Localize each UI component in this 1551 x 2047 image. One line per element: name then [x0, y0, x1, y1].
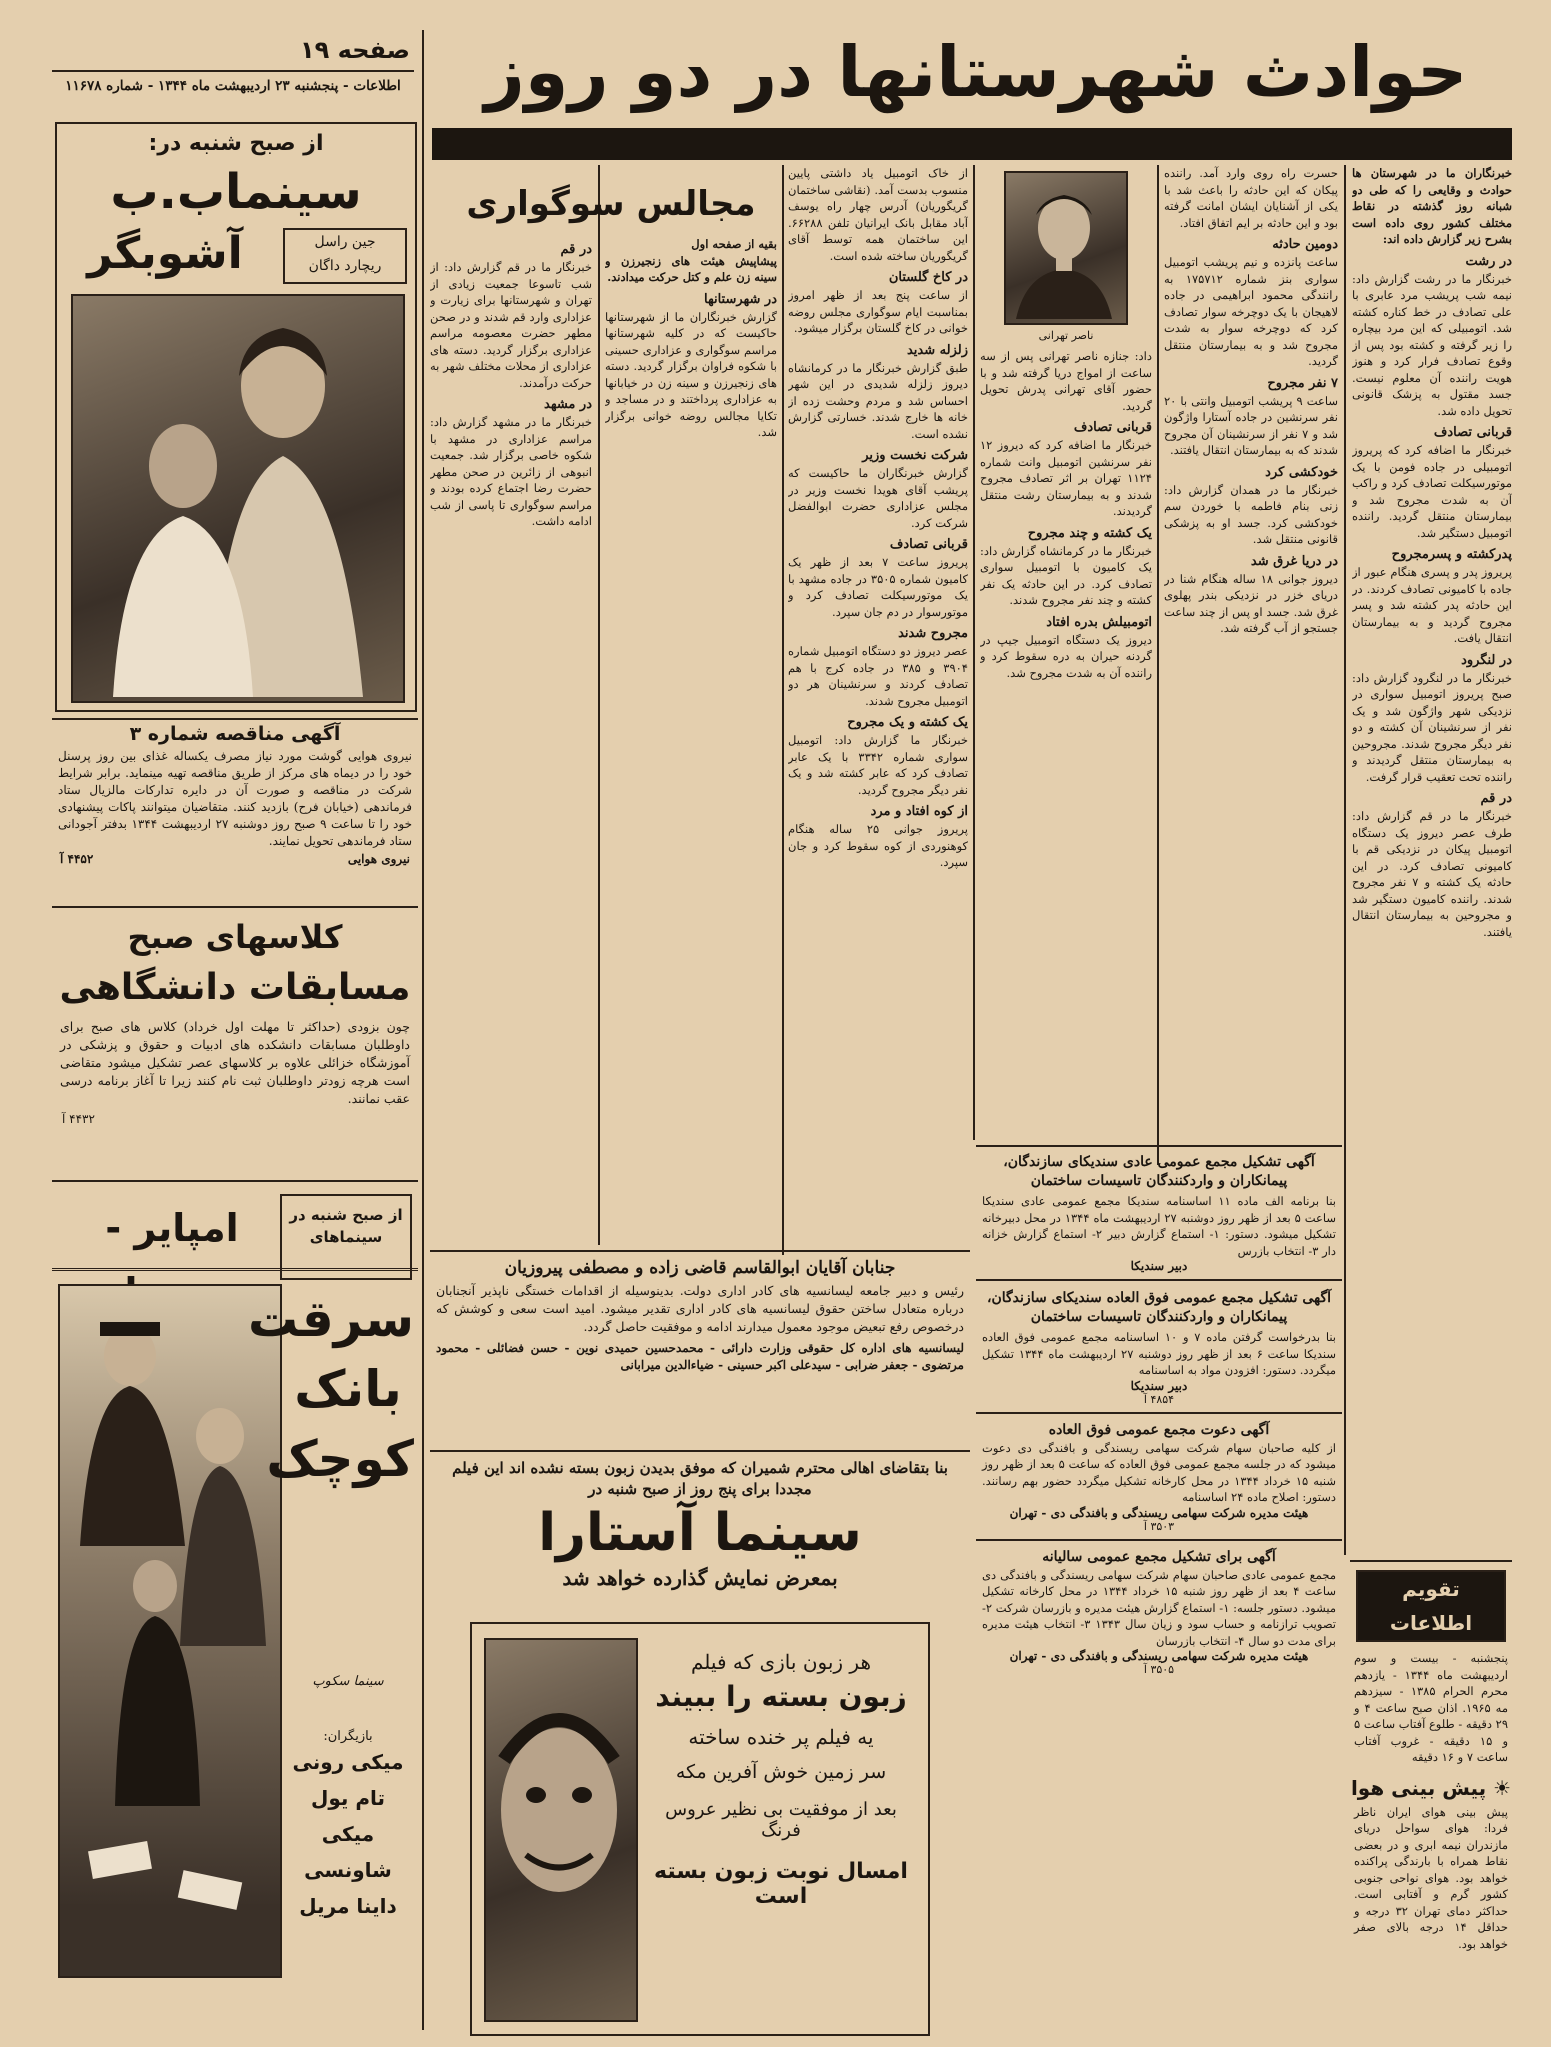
poster-line: امسال نوبت زبون بسته است — [654, 1859, 908, 1909]
issue-line: اطلاعات - پنجشنبه ۲۳ اردیبهشت ماه ۱۳۴۴ - شماره ۱۱۶۷۸ — [65, 78, 401, 94]
cast-name: تام یول — [310, 1786, 386, 1810]
section-text: ساعت پانزده و نیم پریشب اتومبیل سواری بنز شماره ۱۷۵۷۱۲ به رانندگی محمود ابراهیمی در جاده لاهیجان با یک دوچرخه سوار تصادف کرد که دوچرخه سوار به شدت مجروح شد و به بیمارستان منتقل گردید. — [1164, 255, 1338, 368]
tender-text: نیروی هوایی گوشت مورد نیاز مصرف یکساله غذای بین روز پرسنل خود را در دیماه های مرکز از طریق مناقصه تهیه مینماید. برابر شرایط شرکت در مناقصه و صورت آن در دایره تدارکات مالزیال ستاد فرماندهی (خیابان فرح) بازدید کنند. متقاضیان میتوانند پاکات پیشنهادی خود را تا ساعت ۹ صبح روز دوشنبه ۲۷ اردیبهشت ۱۳۴۴ بدفتر آجودانی ستاد فرماندهی تحویل نمایند. — [58, 749, 413, 848]
tender-sign: نیروی هوایی — [347, 852, 410, 866]
cinema-b-ad — [55, 122, 417, 712]
cast-label: بازیگران: — [323, 1729, 373, 1744]
cinema-b-top: از صبح شنبه در: — [148, 131, 324, 156]
section-text: دیروز جوانی ۱۸ ساله هنگام شنا در دریای خزر در نزدیکی بندر پهلوی غرق شد. جسد او پس از چند ساعت جستجو از آب گرفته شد. — [1164, 571, 1338, 635]
notice-text: از کلیه صاحبان سهام شرکت سهامی ریسندگی و بافندگی دی دعوت میشود که در جلسه مجمع عمومی فوق العاده که ساعت ۵ بعد از ظهر روز شنبه ۱۵ خرداد ۱۳۴۴ در محل کارخانه تشکیل میگردد حضور بهم رسانند. دستور: اصلاح ماده ۲۴ اساسنامه — [982, 1440, 1337, 1504]
scope-label: سینما سکوپ — [312, 1674, 384, 1689]
section-text: خبرنگار ما در همدان گزارش داد: زنی بنام فاطمه با خوردن سم خودکشی کرد. جسد او به پزشکی قانونی منتقل شد. — [1164, 482, 1338, 546]
film-title: آشوبگر — [87, 228, 243, 279]
column-rule — [782, 165, 784, 1255]
section-title: از کوه افتاد و مرد — [870, 804, 968, 819]
tender-title: آگهی مناقصه شماره ۳ — [129, 723, 341, 745]
notice-code: ۳۵۰۳ آ — [1143, 1519, 1175, 1533]
classes-title: کلاسهای صبح — [127, 918, 343, 956]
section-title: قربانی تصادف — [1433, 425, 1512, 440]
section-text: پریروز ساعت ۷ بعد از ظهر یک کامیون شماره ۳۵۰۵ در جاده مشهد با یک موتورسیکلت تصادف کرد و موتورسوار در دم جان سپرد. — [788, 555, 968, 619]
photo-caption: ناصر تهرانی — [1038, 329, 1094, 342]
section-text: خبرنگار ما اضافه کرد که دیروز ۱۲ نفر سرنشین اتومبیل وانت شماره ۱۱۲۴ تهران بر اثر تصادف مجروح شدند و به بیمارستان رشت منتقل گردیدند. — [980, 438, 1152, 518]
section-text: خبرنگار ما گزارش داد: اتومبیل سواری شماره ۳۳۴۲ با یک عابر تصادف کرد که عابر کشته شد و یک نفر دیگر مجروح گردید. — [788, 733, 968, 797]
empire-top-box: از صبح شنبه در سینماهای — [280, 1194, 412, 1280]
section-text: خبرنگار ما در لنگرود گزارش داد: صبح پریروز اتومبیل سواری در نزدیکی شهر واژگون شد و یک نفر از سرنشینان آن کشته و دو نفر دیگر مجروح شدند. مجروحین به بیمارستان منتقل گردیدند و راننده تحت تعقیب قرار گرفت. — [1352, 670, 1512, 784]
section-title: در قم — [1480, 791, 1512, 806]
classes-subtitle: مسابقات دانشگاهی — [59, 967, 411, 1008]
calendar-text: پنجشنبه - بیست و سوم اردیبهشت ماه ۱۳۴۴ - یازدهم محرم الحرام ۱۳۸۵ - سیزدهم مه ۱۹۶۵. اذان صبح ساعت ۴ و ۲۹ دقیقه - طلوع آفتاب ساعت ۵ و ۱۵ دقیقه - غروب آفتاب ساعت ۷ و ۱۶ دقیقه — [1354, 1651, 1508, 1764]
film-title-line: بانک — [294, 1360, 402, 1418]
notice-text: مجمع عمومی عادی صاحبان سهام شرکت سهامی ریسندگی و بافندگی دی ساعت ۴ بعد از ظهر روز شنبه ۱۵ خرداد ۱۳۴۴ در محل کارخانه تشکیل میشود. دستور جلسه: ۱- استماع گزارش هیئت مدیره و بازرسان شرکت ۲- تصویب ترازنامه و حساب سود و زیان سال ۱۳۴۳ ۳- انتخاب هیئت مدیره برای مدت دو سال ۴- انتخاب بازرسان — [982, 1567, 1337, 1648]
section-text: داد: جنازه ناصر تهرانی پس از سه ساعت از امواج دریا گرفته شد و با حضور آقای تهرانی پدرش تحویل گردید. — [980, 349, 1152, 413]
notice-title: آگهی دعوت مجمع عمومی فوق العاده — [1048, 1421, 1270, 1438]
section-title: در کاخ گلستان — [888, 270, 968, 285]
empire-metropol-ad — [52, 1188, 418, 2040]
section-text: خبرنگار ما در کرمانشاه گزارش داد: یک کامیون با اتومبیل سواری تصادف کرد. در این حادثه یک نفر کشته و چند نفر مجروح شدند. — [980, 543, 1152, 607]
section-text: طبق گزارش خبرنگار ما در کرمانشاه دیروز زلزله شدیدی در این شهر احساس شد و مردم وحشت زده از خانه ها خارج شدند. خسارتی گزارش نشده است. — [788, 360, 968, 441]
empire-name: امپایر - — [105, 1206, 239, 1250]
thanks-box — [430, 1250, 970, 1445]
section-text: از خاک اتومبیل یاد داشتی پایین منسوب بدست آمد. (نقاشی ساختمان گریگوریان) آدرس چهار راه یوسف آباد مقابل بانک ایرانیان تلفن ۶۶۲۸۸. این ساختمان همه توسط آقای گریگوریان ساخته شده است. — [788, 166, 968, 263]
section-text: خبرنگار ما اضافه کرد که پریروز اتومبیلی در جاده فومن با یک موتورسیکلت تصادف کرد و راکب آن به شدت مجروح شد و بیمارستان منتقل گردید. راننده اتومبیل دستگیر شد. — [1352, 443, 1512, 540]
notice-code: ۴۸۵۴ آ — [1143, 1392, 1175, 1406]
tender-ad — [52, 718, 418, 908]
film-title-line: سرقت — [248, 1290, 414, 1348]
section-title: در مشهد — [544, 397, 592, 412]
sun-icon: ☀ — [1486, 1775, 1512, 1800]
intro-text: خبرنگاران ما در شهرستان ها حوادث و وقایعی را که طی دو شبانه روز گذشته در نقاط مختلف کشور روی داده است بشرح زیر گزارش داده اند: — [1352, 166, 1512, 246]
classes-code: ۴۴۳۲ آ — [62, 1112, 95, 1126]
portrait-photo — [1004, 171, 1128, 325]
column-news-3 — [980, 165, 1152, 1140]
column-right-news — [1352, 165, 1512, 1560]
column-news-4 — [788, 165, 968, 1245]
section-text: خبرنگار ما در مشهد گزارش داد: مراسم عزاداری در مشهد با شکوه خاصی برگزار شد. جمعیت انبوهی از زائرین در صحن مطهر حضرت رضا اجتماع کرده بودند و مراسم سوگواری تا پاسی از شب ادامه داشت. — [430, 415, 592, 528]
section-title: در رشت — [1465, 253, 1512, 269]
masthead-rule — [52, 70, 414, 72]
column-rule — [973, 165, 975, 1140]
column-rule — [1344, 165, 1346, 1555]
thanks-text: رئیس و دبیر جامعه لیسانسیه های کادر اداری دولت. بدینوسیله از اقدامات خستگی ناپذیر آنجنابان درباره متعادل ساختن حقوق لیسانسیه های کادر اداری تقدیر میشود. امید است سعی و کوشش که درخصوص رفع تبعیض موجود معمول میدارند ادامه و موفقیت حاصل گردد. — [436, 1283, 964, 1334]
weather-text: پیش بینی هوای ایران ناظر فردا: هوای سواحل دریای مازندران نیمه ابری و در بعضی نقاط همراه با بارندگی پراکنده خواهد بود. هوای نواحی جنوبی کشور گرم و آفتابی است. حداکثر دمای تهران ۳۲ درجه و حداقل ۱۴ درجه بالای صفر خواهد بود. — [1354, 1804, 1509, 1951]
astara-cinema-name: سینما آستارا — [538, 1503, 862, 1563]
poster-line: زبون بسته را ببیند — [655, 1680, 907, 1713]
film-title-line: کوچک — [266, 1430, 414, 1488]
calendar-box — [1350, 1560, 1512, 2040]
stars-box: جین راسل ریچارد داگان — [283, 228, 407, 284]
section-text: پریروز پدر و پسری هنگام عبور از جاده با کامیونی تصادف کردند. در این حادثه پدر کشته شد و پسر مجروح گردید و به بیمارستان انتقال یافت. — [1352, 565, 1512, 645]
section-title: در لنگرود — [1461, 652, 1512, 668]
notice-title: آگهی تشکیل مجمع عمومی عادی سندیکای سازندگان، پیمانکاران و واردکنندگان تاسیسات ساختمان — [1003, 1154, 1315, 1189]
notice-text: بنا بدرخواست گرفتن ماده ۷ و ۱۰ اساسنامه مجمع عمومی فوق العاده سندیکا ساعت ۶ بعد از ظهر روز دوشنبه ۲۷ اردیبهشت ماه ۱۳۴۴ تشکیل میگردد. دستور: افزودن مواد به اساسنامه — [982, 1330, 1336, 1377]
section-text: گزارش خبرنگاران ما حاکیست که پریشب آقای هویدا نخست وزیر در مجلس عزاداری حضرت ابوالفضل شرکت کرد. — [788, 466, 968, 530]
couple-icon — [73, 296, 399, 697]
astara-intro: بنا بتقاضای اهالی محترم شمیران که موفق بدیدن زبون بسته نشده اند این فیلم مجددا برای پنج روز از صبح شنبه در — [452, 1459, 948, 1498]
astara-poster — [470, 1622, 930, 2036]
notice-code: ۳۵۰۵ آ — [1143, 1663, 1175, 1676]
section-title: دومین حادثه — [1272, 237, 1338, 252]
weather-title — [1350, 1776, 1512, 1800]
classes-ad — [52, 912, 418, 1182]
classes-text: چون بزودی (حداکثر تا مهلت اول خرداد) کلاس های صبح برای داوطلبان مسابقات دانشکده های ادبیات و حقوق و پزشکی در آموزشگاه خزائلی علاوه بر کلاسهای عصر تشکیل میشود متقاضی است هرچه زودتر داوطلبان ثبت نام کنند زیرا تا آغاز برنامه درسی عقب نمانند. — [60, 1019, 410, 1106]
mourning-intro: بقیه از صفحه اول پیشاپیش هیئت های زنجیرزن و سینه زن علم و کتل حرکت میدادند. — [605, 237, 777, 284]
calendar-title: تقویم اطلاعات — [1356, 1570, 1506, 1642]
film-still — [58, 1284, 282, 1978]
notices-column — [976, 1145, 1342, 2040]
cast-name: میکی شاونسی — [304, 1822, 392, 1882]
section-title: اتومبیلش بدره افتاد — [1046, 614, 1152, 630]
section-title: در شهرستانها — [704, 291, 777, 307]
film-still — [484, 1638, 638, 2022]
section-text: از ساعت پنج بعد از ظهر امروز بمناسبت ایام سوگواری مجلس روضه خوانی در کاخ گلستان برگزار میشود. — [788, 288, 968, 335]
poster-line: سر زمین خوش آفرین مکه — [675, 1761, 887, 1783]
section-text: گزارش خبرنگاران ما از شهرستانها حاکیست که در کلیه شهرستانها مراسم سوگواری و عزاداری حسینی با شکوه فراوان برگزار گردید. دسته های زنجیرزن و سینه زن در خیابانها به عزاداری پرداختند و در مساجد و تکایا مجالس روضه خوانی برگزار شد. — [605, 309, 777, 439]
poster-line: هر زبون بازی که فیلم — [691, 1650, 871, 1674]
person-silhouette-icon — [1006, 173, 1122, 319]
section-title: در دریا غرق شد — [1250, 553, 1338, 569]
section-title: شرکت نخست وزیر — [862, 448, 968, 463]
section-title: خودکشی کرد — [1265, 464, 1338, 480]
film-still — [71, 294, 405, 703]
section-text: خبرنگار ما در قم گزارش داد: از شب تاسوعا جمعیت زیادی از تهران و شهرستانها برای زیارت و عزاداری وارد قم شدند و در صحن مطهر حضرت معصومه مراسم عزاداری برگزار گردید. دسته های عزاداری از محلات مختلف شهر به حرکت درآمدند. — [430, 260, 592, 390]
section-title: ۷ نفر مجروح — [1267, 375, 1338, 391]
section-title: یک کشته و یک مجروح — [847, 715, 968, 730]
notice-sign: دبیر سندیکا — [1130, 1378, 1188, 1393]
section-title: زلزله شدید — [906, 342, 968, 358]
page-number: صفحه ۱۹ — [300, 36, 410, 64]
notice-text: بنا برنامه الف ماده ۱۱ اساسنامه سندیکا مجمع عمومی عادی سندیکا ساعت ۵ بعد از ظهر روز دوشنبه ۲۷ اردیبهشت ماه ۱۳۴۴ در محل دبیرخانه تشکیل میشود. دستور: ۱- استماع گزارش دبیر ۲- استماع گزارش خزانه دار ۳- انتخاب بازرس — [982, 1194, 1337, 1258]
thanks-signers: لیسانسیه های اداره کل حقوقی وزارت دارائی - محمدحسین حمیدی نوین - حسن فضائلی - محمود مرتضوی - جعفر ضرابی - سیدعلی اکبر حسینی - ضیاءالدین میرابانی — [436, 1341, 964, 1372]
column-rule — [598, 165, 600, 1245]
main-headline: حوادث شهرستانها در دو روز — [484, 31, 1468, 113]
section-text: حسرت راه روی وارد آمد. راننده پیکان که این حادثه را باعث شد با یکی از آشنایان ایشان امانت گرفته بود و این حادثه بر ایم اتفاق افتاد. — [1164, 166, 1338, 230]
section-text: ساعت ۹ پریشب اتومبیل وانتی با ۲۰ نفر سرنشین در جاده آستارا واژگون شد و ۷ نفر از سرنشینان آن مجروح شدند که به بیمارستان انتقال یافتند. — [1164, 393, 1338, 457]
poster-line: یه فیلم پر خنده ساخته — [688, 1725, 874, 1749]
section-title: قربانی تصادف — [1073, 420, 1152, 435]
cinema-b-name: سینماب.ب — [110, 164, 362, 220]
tender-code: ۴۴۵۲ آ — [60, 852, 94, 866]
thanks-title: جنابان آقایان ابوالقاسم قاضی زاده و مصطفی پیروزیان — [504, 1258, 896, 1278]
notice-title: آگهی تشکیل مجمع عمومی فوق العاده سندیکای سازندگان، پیمانکاران و واردکنندگان تاسیسات ساختمان — [986, 1290, 1332, 1325]
notice-sign: دبیر سندیکا — [1130, 1259, 1188, 1273]
column-mourning-left — [430, 236, 592, 1246]
column-news-2 — [1164, 165, 1338, 1155]
cast-name: داینا مریل — [299, 1894, 397, 1918]
headline-bar — [432, 128, 1512, 160]
cast-name: میکی رونی — [292, 1750, 404, 1774]
column-rule — [422, 30, 424, 2030]
section-title: یک کشته و چند مجروح — [1027, 525, 1152, 541]
section-text: پریروز جوانی ۲۵ ساله هنگام کوهنوردی از کوه سقوط کرد و جان سپرد. — [788, 822, 968, 869]
weather-title-text: پیش بینی هوا — [1350, 1775, 1487, 1800]
column-rule — [1157, 165, 1159, 1165]
astara-tail: بمعرض نمایش گذارده خواهد شد — [562, 1566, 838, 1590]
section-text: خبرنگار ما در قم گزارش داد: طرف عصر دیروز یک دستگاه اتومبیل پیکان در نزدیکی قم با کامیونی تصادف کرد. در این حادثه یک کشته و ۷ نفر مجروح شدند. راننده کامیون دستگیر شد و مجروحین به بیمارستان انتقال یافتند. — [1352, 809, 1512, 939]
mourning-headline: مجالس سوگواری — [466, 184, 756, 224]
section-title: پدرکشته و پسرمجروح — [1391, 547, 1512, 562]
section-title: قربانی تصادف — [889, 537, 968, 552]
section-text: دیروز یک دستگاه اتومبیل جیپ در گردنه حیران به دره سقوط کرد و راننده آن به شدت مجروح شد. — [980, 632, 1152, 680]
section-text: عصر دیروز دو دستگاه اتومبیل شماره ۳۹۰۴ و ۳۸۵ در جاده کرج با هم تصادف کردند و سرنشینان هر دو اتومبیل مجروح شدند. — [788, 644, 968, 708]
column-mourning-right — [605, 236, 777, 1246]
robbers-icon — [60, 1286, 276, 1972]
notice-sign: هیئت مدیره شرکت سهامی ریسندگی و بافندگی دی - تهران — [1009, 1649, 1309, 1663]
notice-sign: هیئت مدیره شرکت سهامی ریسندگی و بافندگی دی - تهران — [1009, 1505, 1309, 1520]
face-icon — [486, 1640, 632, 2016]
section-title: در قم — [560, 242, 592, 257]
section-title: مجروح شدند — [898, 626, 968, 641]
poster-line: بعد از موفقیت بی نظیر عروس فرنگ — [665, 1799, 897, 1841]
notice-title: آگهی برای تشکیل مجمع عمومی سالیانه — [1042, 1548, 1276, 1565]
section-text: خبرنگار ما در رشت گزارش داد: نیمه شب پریشب مرد عابری با علی تصادف در خط کناره کشته شد. اتومبیلی که این مرد بیچاره را زیر گرفته و کشته بود پس از وقوع تصادف فرار کرد و هنوز هویت راننده آن معلوم نیست. جسد مقتول به پزشک قانونی تحویل داده شد. — [1352, 271, 1512, 418]
astara-ad — [430, 1450, 970, 2040]
